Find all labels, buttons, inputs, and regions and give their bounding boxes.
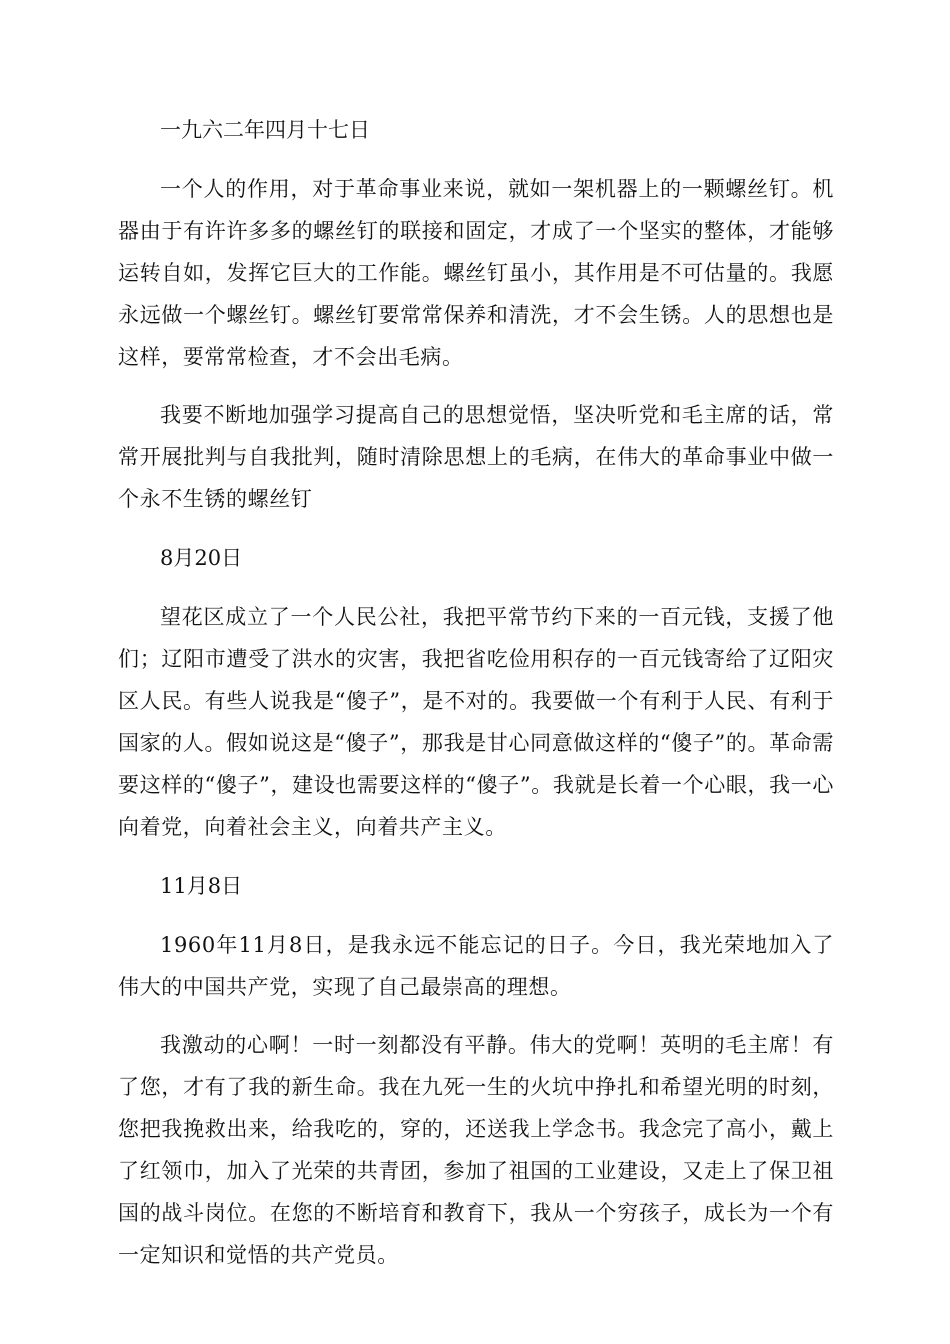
document-body (118, 108, 834, 1276)
entry-date: 11月8日 (160, 874, 243, 898)
entry-date: 8月20日 (160, 546, 243, 570)
entry-paragraph: 我激动的心啊！一时一刻都没有平静。伟大的党啊！英明的毛主席！有了您，才有了我的新生命。我在九死一生的火坑中挣扎和希望光明的时刻，您把我挽救出来，给我吃的，穿的，还送我上学念书。我念完了高小，戴上了红领巾，加入了光荣的共青团，参加了祖国的工业建设，又走上了保卫祖国的战斗岗位。在您的不断培育和教育下，我从一个穷孩子，成长为一个有一定知识和觉悟的共产党员。 (118, 1033, 834, 1267)
entry-paragraph: 望花区成立了一个人民公社，我把平常节约下来的一百元钱，支援了他们；辽阳市遭受了洪水的灾害，我把省吃俭用积存的一百元钱寄给了辽阳灾区人民。有些人说我是“傻子”，是不对的。我要做一个有利于人民、有利于国家的人。假如说这是“傻子”，那我是甘心同意做这样的“傻子”的。革命需要这样的“傻子”，建设也需要这样的“傻子”。我就是长着一个心眼，我一心向着党，向着社会主义，向着共产主义。 (118, 605, 834, 839)
entry-paragraph: 一个人的作用，对于革命事业来说，就如一架机器上的一颗螺丝钉。机器由于有许许多多的螺丝钉的联接和固定，才成了一个坚实的整体，才能够运转自如，发挥它巨大的工作能。螺丝钉虽小，其作用是不可估量的。我愿永远做一个螺丝钉。螺丝钉要常常保养和清洗，才不会生锈。人的思想也是这样，要常常检查，才不会出毛病。 (118, 177, 834, 369)
entry-date: 一九六二年四月十七日 (160, 118, 370, 142)
entry-paragraph: 1960年11月8日，是我永远不能忘记的日子。今日，我光荣地加入了伟大的中国共产党，实现了自己最崇高的理想。 (118, 933, 834, 999)
entry-paragraph: 我要不断地加强学习提高自己的思想觉悟，坚决听党和毛主席的话，常常开展批判与自我批判，随时清除思想上的毛病，在伟大的革命事业中做一个永不生锈的螺丝钉 (118, 403, 834, 511)
